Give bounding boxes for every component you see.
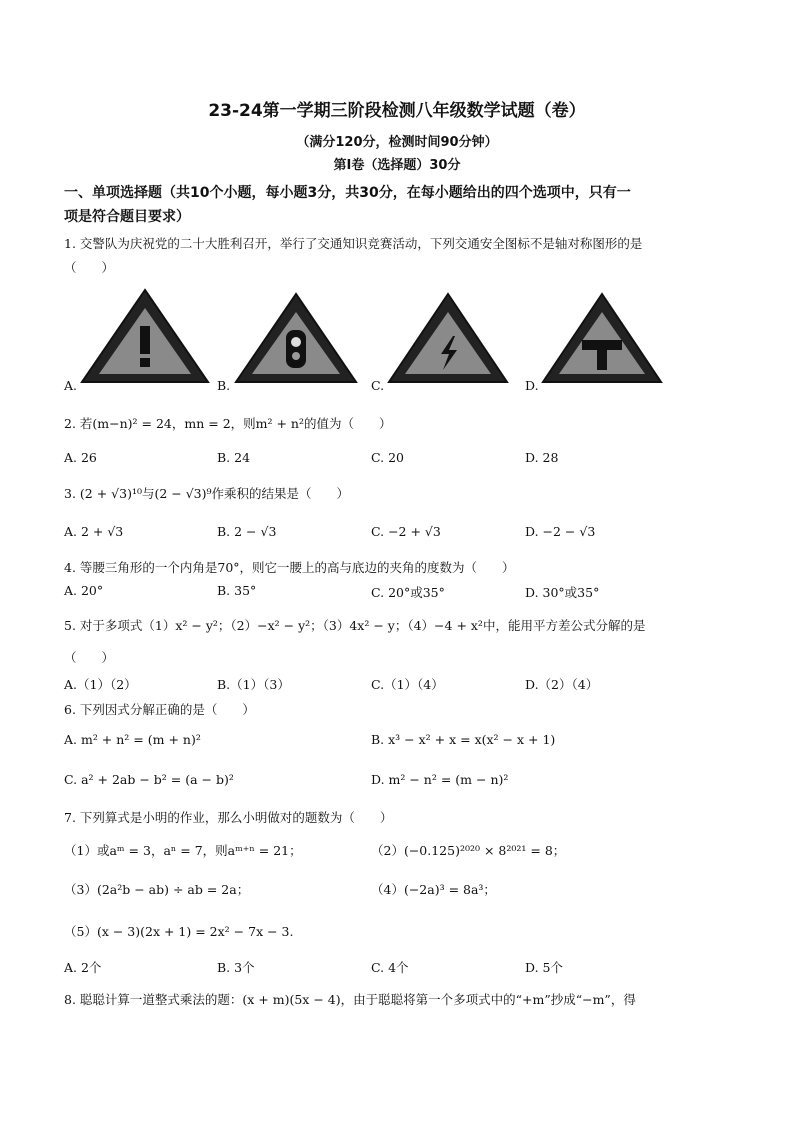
q6-option-c: C. a² + 2ab − b² = (a − b)²	[64, 772, 234, 787]
q1-option-c: C.	[371, 378, 385, 393]
q4-stem: 4. 等腰三角形的一个内角是70°，则它一腰上的高与底边的夹角的度数为（ ）	[64, 560, 515, 575]
exam-subtitle: （满分120分，检测时间90分钟）	[296, 135, 498, 150]
q5-option-d: D.（2）（4）	[525, 677, 599, 692]
q4-option-a: A. 20°	[64, 583, 104, 598]
section1-heading-line1: 一、单项选择题（共10个小题，每小题3分，共30分，在每小题给出的四个选项中，只有一	[64, 185, 631, 201]
q7-item-4: （4）(−2a)³ = 8a³；	[371, 882, 496, 897]
q4-option-c: C. 20°或35°	[371, 585, 445, 600]
exclamation-sign-icon	[78, 286, 212, 386]
q7-option-b: B. 3个	[217, 960, 255, 975]
section1-heading-line2: 项是符合题目要求）	[64, 209, 190, 225]
q1-option-a: A.	[64, 378, 78, 393]
q1-stem: 1. 交警队为庆祝党的二十大胜利召开，举行了交通知识竞赛活动，下列交通安全图标不是轴对称图形的是	[64, 236, 643, 251]
q7-item-3: （3）(2a²b − ab) ÷ ab = 2a；	[64, 882, 250, 897]
lightning-sign-icon	[385, 290, 511, 386]
q6-stem: 6. 下列因式分解正确的是（ ）	[64, 702, 255, 717]
q3-stem: 3. (2 + √3)¹⁰与(2 − √3)⁹作乘积的结果是（ ）	[64, 486, 350, 501]
q3-option-a: A. 2 + √3	[64, 524, 124, 539]
q4-option-b: B. 35°	[217, 583, 257, 598]
q5-paren: （ ）	[64, 650, 115, 665]
q7-item-2: （2）(−0.125)²⁰²⁰ × 8²⁰²¹ = 8；	[371, 843, 566, 858]
q1-paren: （ ）	[64, 260, 115, 275]
q2-option-a: A. 26	[64, 450, 97, 465]
q5-option-a: A.（1）（2）	[64, 677, 137, 692]
q5-stem: 5. 对于多项式（1）x² − y²；（2）−x² − y²；（3）4x² − y；（4）−4 + x²中，能用平方差公式分解的是	[64, 618, 646, 633]
q3-option-c: C. −2 + √3	[371, 524, 441, 539]
q7-stem: 7. 下列算式是小明的作业，那么小明做对的题数为（ ）	[64, 810, 393, 825]
q8-stem: 8. 聪聪计算一道整式乘法的题：(x + m)(5x − 4)，由于聪聪将第一个多项式中的“+m”抄成“−m”，得	[64, 992, 636, 1007]
q5-option-b: B.（1）（3）	[217, 677, 290, 692]
q7-option-c: C. 4个	[371, 960, 409, 975]
q3-option-b: B. 2 − √3	[217, 524, 277, 539]
q7-item-5: （5）(x − 3)(2x + 1) = 2x² − 7x − 3.	[64, 924, 294, 939]
q1-option-b: B.	[217, 378, 231, 393]
q7-item-1: （1）或aᵐ = 3，aⁿ = 7，则aᵐ⁺ⁿ = 21；	[64, 843, 302, 858]
q7-option-a: A. 2个	[64, 960, 102, 975]
q2-option-b: B. 24	[217, 450, 251, 465]
q2-option-c: C. 20	[371, 450, 404, 465]
q4-option-d: D. 30°或35°	[525, 585, 600, 600]
exam-title: 23-24第一学期三阶段检测八年级数学试题（卷）	[208, 101, 586, 121]
part-heading: 第Ⅰ卷（选择题）30分	[333, 158, 461, 173]
q7-option-d: D. 5个	[525, 960, 563, 975]
t-junction-sign-icon	[539, 290, 665, 386]
q2-option-d: D. 28	[525, 450, 559, 465]
q6-option-d: D. m² − n² = (m − n)²	[371, 772, 509, 787]
q3-option-d: D. −2 − √3	[525, 524, 596, 539]
q6-option-b: B. x³ − x² + x = x(x² − x + 1)	[371, 732, 556, 747]
q5-option-c: C.（1）（4）	[371, 677, 444, 692]
q6-option-a: A. m² + n² = (m + n)²	[64, 732, 201, 747]
q2-stem: 2. 若(m−n)² = 24，mn = 2，则m² + n²的值为（ ）	[64, 416, 392, 431]
traffic-light-sign-icon	[232, 290, 360, 386]
q1-option-d: D.	[525, 378, 539, 393]
